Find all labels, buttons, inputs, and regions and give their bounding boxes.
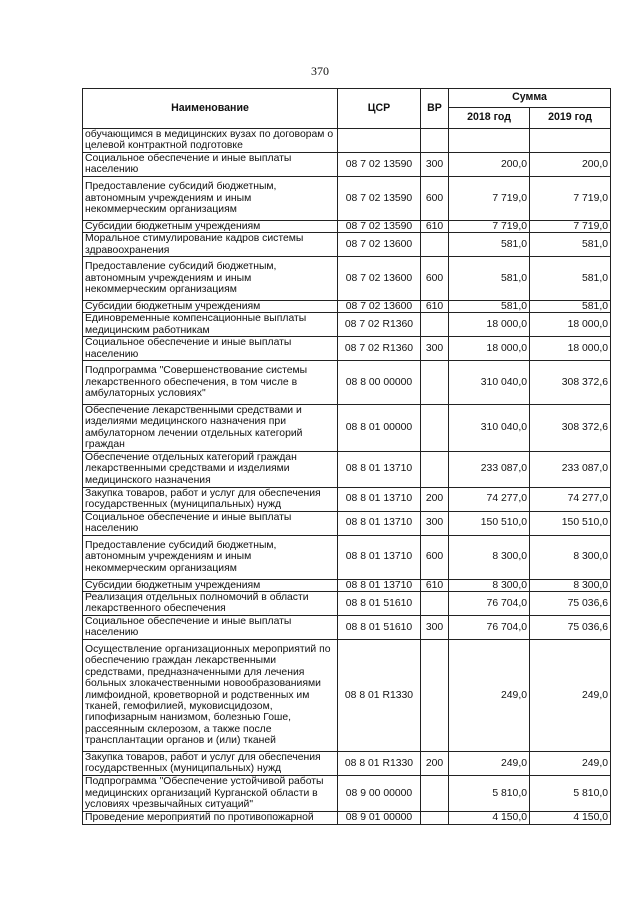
row-2018-cell: 249,0 [449,751,530,775]
table-row [83,301,611,313]
row-vr-cell: 610 [421,579,449,591]
header-csr: ЦСР [338,89,421,129]
row-vr-cell: 610 [421,220,449,232]
row-2018-cell: 74 277,0 [449,487,530,511]
table-row [83,751,611,775]
row-csr-cell: 08 8 01 51610 [338,615,421,639]
budget-table [82,88,611,825]
table-row [83,451,611,487]
table-row [83,615,611,639]
table-row [83,257,611,301]
row-vr-cell [421,639,449,751]
row-csr-cell: 08 8 01 00000 [338,405,421,452]
row-2019-cell: 233 087,0 [530,451,611,487]
row-2019-cell: 581,0 [530,301,611,313]
row-name-cell: Осуществление организационных мероприятий по обеспечению граждан лекарственными средствами, предназначенными для лечения больных злокачественными новообразованиями лимфоидной, кроветворной и родственных им тканей, гемофилией, муковисцидозом, гипофизарным нанизмом, болезнью Гоше, рассеянным склерозом, а также после трансплантации органов и (или) тканей [83,639,338,751]
table-row [83,639,611,751]
table-row [83,487,611,511]
row-2019-cell: 249,0 [530,639,611,751]
table-row [83,313,611,337]
row-vr-cell [421,233,449,257]
row-csr-cell: 08 8 01 R1330 [338,639,421,751]
row-vr-cell: 300 [421,337,449,361]
row-2019-cell: 75 036,6 [530,591,611,615]
row-name-cell: Субсидии бюджетным учреждениям [83,579,338,591]
row-2019-cell: 581,0 [530,257,611,301]
row-2018-cell: 76 704,0 [449,591,530,615]
row-csr-cell: 08 7 02 13600 [338,257,421,301]
row-csr-cell: 08 8 01 13710 [338,451,421,487]
row-csr-cell: 08 8 01 R1330 [338,751,421,775]
row-name-cell: Социальное обеспечение и иные выплаты населению [83,511,338,535]
table-row [83,337,611,361]
row-name-cell: Единовременные компенсационные выплаты медицинским работникам [83,313,338,337]
header-2018: 2018 год [449,108,530,129]
table-row [83,152,611,176]
table-row [83,176,611,220]
row-vr-cell [421,811,449,824]
row-2018-cell: 581,0 [449,257,530,301]
row-vr-cell [421,775,449,811]
row-vr-cell [421,591,449,615]
table-row [83,361,611,405]
row-csr-cell: 08 8 00 00000 [338,361,421,405]
row-2019-cell: 75 036,6 [530,615,611,639]
row-2018-cell: 581,0 [449,301,530,313]
row-2018-cell: 18 000,0 [449,337,530,361]
row-vr-cell [421,313,449,337]
row-csr-cell: 08 8 01 13710 [338,535,421,579]
row-vr-cell [421,129,449,153]
row-name-cell: Реализация отдельных полномочий в области лекарственного обеспечения [83,591,338,615]
row-csr-cell: 08 8 01 51610 [338,591,421,615]
row-vr-cell: 600 [421,535,449,579]
row-name-cell: Субсидии бюджетным учреждениям [83,220,338,232]
row-2018-cell [449,129,530,153]
row-2019-cell: 8 300,0 [530,535,611,579]
row-2018-cell: 8 300,0 [449,579,530,591]
row-name-cell: Подпрограмма "Обеспечение устойчивой работы медицинских организаций Курганской области в условиях чрезвычайных ситуаций" [83,775,338,811]
row-2018-cell: 200,0 [449,152,530,176]
header-2019: 2019 год [530,108,611,129]
row-vr-cell [421,405,449,452]
row-2019-cell: 7 719,0 [530,176,611,220]
row-csr-cell [338,129,421,153]
row-2018-cell: 4 150,0 [449,811,530,824]
table-row [83,405,611,452]
row-name-cell: Предоставление субсидий бюджетным, автономным учреждениям и иным некоммерческим организациям [83,257,338,301]
row-csr-cell: 08 7 02 13590 [338,152,421,176]
row-vr-cell: 300 [421,152,449,176]
row-vr-cell: 200 [421,487,449,511]
page-number: 370 [311,64,329,78]
header-vr: ВР [421,89,449,129]
row-vr-cell: 300 [421,615,449,639]
row-2018-cell: 581,0 [449,233,530,257]
row-2019-cell: 18 000,0 [530,337,611,361]
table-row [83,591,611,615]
row-csr-cell: 08 8 01 13710 [338,579,421,591]
row-2018-cell: 7 719,0 [449,220,530,232]
row-2018-cell: 310 040,0 [449,361,530,405]
row-csr-cell: 08 7 02 13590 [338,220,421,232]
table-header [83,89,611,129]
row-2018-cell: 5 810,0 [449,775,530,811]
row-vr-cell: 600 [421,176,449,220]
row-name-cell: Моральное стимулирование кадров системы здравоохранения [83,233,338,257]
row-2019-cell: 7 719,0 [530,220,611,232]
row-2018-cell: 76 704,0 [449,615,530,639]
row-2018-cell: 310 040,0 [449,405,530,452]
table-row [83,775,611,811]
row-2019-cell: 5 810,0 [530,775,611,811]
row-csr-cell: 08 7 02 13600 [338,233,421,257]
row-name-cell: обучающимся в медицинских вузах по договорам о целевой контрактной подготовке [83,129,338,153]
row-2018-cell: 249,0 [449,639,530,751]
row-2019-cell: 74 277,0 [530,487,611,511]
table-row [83,220,611,232]
row-name-cell: Социальное обеспечение и иные выплаты населению [83,615,338,639]
table-body [83,129,611,825]
row-name-cell: Обеспечение отдельных категорий граждан лекарственными средствами и изделиями медицинского назначения [83,451,338,487]
row-csr-cell: 08 8 01 13710 [338,511,421,535]
row-csr-cell: 08 7 02 R1360 [338,337,421,361]
row-2019-cell: 150 510,0 [530,511,611,535]
row-2019-cell: 308 372,6 [530,361,611,405]
row-2019-cell: 581,0 [530,233,611,257]
row-2019-cell: 308 372,6 [530,405,611,452]
header-sum: Сумма [449,89,611,108]
row-vr-cell: 610 [421,301,449,313]
row-2019-cell: 8 300,0 [530,579,611,591]
row-name-cell: Проведение мероприятий по противопожарной [83,811,338,824]
row-2018-cell: 7 719,0 [449,176,530,220]
row-name-cell: Социальное обеспечение и иные выплаты населению [83,337,338,361]
row-name-cell: Социальное обеспечение и иные выплаты населению [83,152,338,176]
row-vr-cell [421,361,449,405]
row-2019-cell [530,129,611,153]
row-name-cell: Предоставление субсидий бюджетным, автономным учреждениям и иным некоммерческим организациям [83,176,338,220]
table-row [83,511,611,535]
table-row [83,579,611,591]
row-name-cell: Закупка товаров, работ и услуг для обеспечения государственных (муниципальных) нужд [83,487,338,511]
row-2019-cell: 200,0 [530,152,611,176]
table-row [83,129,611,153]
row-csr-cell: 08 7 02 13600 [338,301,421,313]
row-csr-cell: 08 7 02 13590 [338,176,421,220]
row-2018-cell: 8 300,0 [449,535,530,579]
row-name-cell: Субсидии бюджетным учреждениям [83,301,338,313]
row-2019-cell: 249,0 [530,751,611,775]
row-csr-cell: 08 8 01 13710 [338,487,421,511]
row-vr-cell [421,451,449,487]
row-name-cell: Обеспечение лекарственными средствами и изделиями медицинского назначения при амбулаторном лечении отдельных категорий граждан [83,405,338,452]
row-2018-cell: 233 087,0 [449,451,530,487]
header-name: Наименование [83,89,338,129]
row-name-cell: Предоставление субсидий бюджетным, автономным учреждениям и иным некоммерческим организациям [83,535,338,579]
row-2018-cell: 18 000,0 [449,313,530,337]
row-2019-cell: 18 000,0 [530,313,611,337]
row-csr-cell: 08 9 00 00000 [338,775,421,811]
row-name-cell: Подпрограмма "Совершенствование системы лекарственного обеспечения, в том числе в амбулаторных условиях" [83,361,338,405]
row-csr-cell: 08 7 02 R1360 [338,313,421,337]
table-row [83,811,611,824]
table-row [83,535,611,579]
table-row [83,233,611,257]
row-name-cell: Закупка товаров, работ и услуг для обеспечения государственных (муниципальных) нужд [83,751,338,775]
row-vr-cell: 300 [421,511,449,535]
row-csr-cell: 08 9 01 00000 [338,811,421,824]
row-2019-cell: 4 150,0 [530,811,611,824]
row-vr-cell: 200 [421,751,449,775]
row-vr-cell: 600 [421,257,449,301]
row-2018-cell: 150 510,0 [449,511,530,535]
